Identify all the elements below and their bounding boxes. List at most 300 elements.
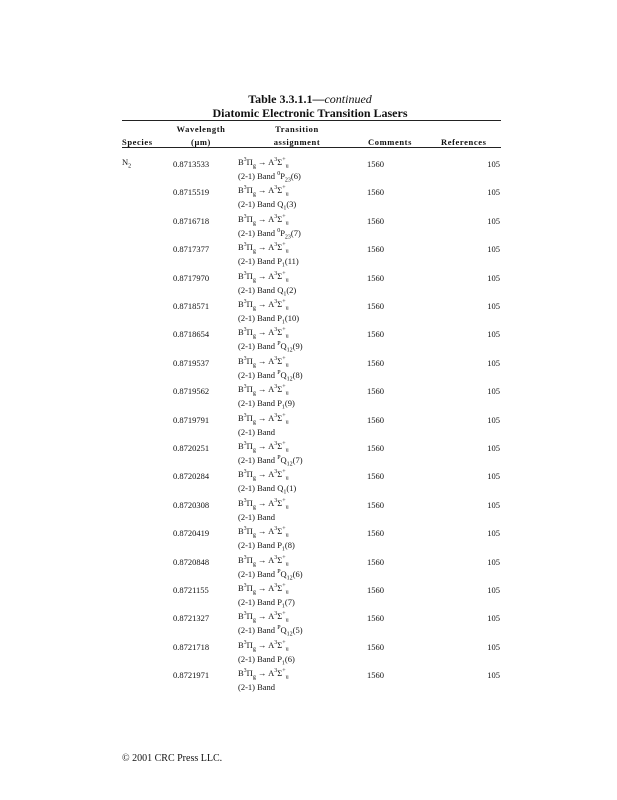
state-a-sign: + [282,554,286,561]
species-symbol: N [122,157,129,167]
wavelength-cell: 0.8717377 [173,244,210,255]
transition-arrow-icon: → [257,611,267,622]
wavelength-cell: 0.8721971 [173,670,210,681]
state-b-multiplicity: 3 [243,384,247,391]
transition-arrow-icon: → [257,554,267,565]
state-a-parity: u [285,163,289,170]
state-b-pi: Π [246,469,253,480]
state-a: A [268,497,275,508]
state-b-multiplicity: 3 [243,526,247,533]
branch-letter: Q [277,284,284,295]
state-b-parity: g [252,390,256,397]
wavelength-cell: 0.8719562 [173,386,210,397]
header-comments: Comments [368,137,412,147]
references-cell: 105 [487,215,500,226]
references-cell: 105 [487,414,500,425]
state-a-multiplicity: 3 [274,270,278,277]
wavelength-cell: 0.8720251 [173,443,210,453]
state-b: B [238,412,244,423]
state-a-sigma: Σ [277,441,283,451]
branch-number: (3) [286,199,297,210]
transition-arrow-icon: → [257,441,267,451]
state-b-pi: Π [246,583,253,593]
branch-subscript: 1 [281,262,285,269]
state-b-multiplicity: 3 [243,299,247,306]
state-a: A [268,213,275,224]
state-a: A [268,242,275,253]
state-a-parity: u [285,618,289,625]
transition-arrow-icon: → [257,327,267,338]
state-b: B [238,270,244,281]
state-b-parity: g [252,476,256,483]
state-a-parity: u [285,334,289,341]
state-a-sign: + [282,242,286,249]
state-a-parity: u [285,674,289,681]
table-row [0,356,617,386]
state-a-sign: + [282,583,286,590]
transition-cell [238,498,289,511]
branch-letter: P [277,398,282,409]
comments-cell: 1560 [367,471,384,482]
band-label: (2-1) Band [238,455,276,465]
state-a-multiplicity: 3 [274,583,278,590]
table-row [0,498,617,528]
state-a-sign: + [282,157,286,164]
branch-subscript: 12 [286,632,293,639]
table-row [0,271,617,301]
comments-cell: 1560 [367,215,384,226]
band-label: (2-1) Band [238,341,276,352]
state-a-multiplicity: 3 [274,299,278,306]
state-a: A [268,185,275,196]
transition-cell [238,611,289,624]
state-b-parity: g [252,561,256,568]
state-b-parity: g [252,646,256,653]
state-b: B [238,185,244,196]
state-a-sign: + [282,327,286,334]
band-cell [238,455,303,468]
state-b-pi: Π [246,270,253,281]
branch-number: (6) [290,171,301,181]
transition-cell [238,583,289,596]
state-a-parity: u [285,277,289,284]
state-b-pi: Π [246,242,253,253]
state-b-pi: Π [246,157,253,167]
branch-subscript: 23 [284,177,291,184]
branch-letter: P [277,540,282,551]
branch-number: (7) [284,597,295,607]
state-a-multiplicity: 3 [274,668,278,675]
table-row [0,413,617,443]
band-label: (2-1) Band [238,398,276,409]
state-b-pi: Π [246,611,253,622]
state-a-sigma: Σ [277,554,283,565]
band-label: (2-1) Band [238,426,276,437]
state-b-parity: g [252,334,256,341]
table-number: Table 3.3.1.1— [248,92,325,106]
state-a-sigma: Σ [277,270,283,281]
band-label: (2-1) Band [238,625,276,636]
wavelength-cell: 0.8713533 [173,159,210,169]
state-b-pi: Π [246,526,253,537]
comments-cell: 1560 [367,329,384,340]
state-a-parity: u [285,305,289,312]
state-a-parity: u [285,589,289,596]
wavelength-cell: 0.8718571 [173,301,210,311]
state-a-sign: + [282,611,286,618]
state-b-parity: g [252,504,256,511]
state-a-multiplicity: 3 [274,242,278,249]
branch-number: (11) [284,256,299,267]
references-cell: 105 [487,443,500,453]
transition-cell [238,327,289,340]
transition-cell [238,441,289,454]
comments-cell: 1560 [367,585,384,595]
band-cell [238,483,296,496]
header-rule [122,147,501,148]
transition-cell [238,469,289,482]
state-b-pi: Π [246,213,253,224]
branch-subscript: 12 [286,348,293,355]
state-a-sigma: Σ [277,611,283,622]
transition-cell [238,384,289,397]
band-cell [238,199,296,212]
branch-letter: P [277,256,282,267]
state-b-parity: g [252,362,256,369]
band-label: (2-1) Band [238,483,276,494]
state-b-multiplicity: 3 [243,270,247,277]
transition-cell [238,413,289,426]
state-b-multiplicity: 3 [243,583,247,590]
state-a-multiplicity: 3 [274,497,278,504]
wavelength-cell: 0.8720848 [173,556,210,567]
state-a-sigma: Σ [277,583,283,593]
band-label: (2-1) Band [238,256,276,267]
band-cell [238,682,275,695]
table-title [0,92,617,107]
branch-subscript: 1 [283,291,287,298]
branch-number: (9) [284,398,295,409]
band-label: (2-1) Band [238,568,276,579]
state-a-sign: + [282,497,286,504]
state-b-parity: g [252,305,256,312]
transition-arrow-icon: → [257,157,267,167]
comments-cell: 1560 [367,443,384,453]
state-b: B [238,497,244,508]
state-b-multiplicity: 3 [243,441,247,448]
state-a-sign: + [282,355,286,362]
band-label: (2-1) Band [238,540,276,551]
band-cell [238,569,303,582]
references-cell: 105 [487,244,500,255]
state-a-sigma: Σ [277,526,283,537]
state-a-sigma: Σ [277,469,283,480]
table-row [0,526,617,556]
table-row [0,157,617,187]
state-a-sign: + [282,526,286,533]
state-b-multiplicity: 3 [243,213,247,220]
band-cell [238,228,301,241]
state-a: A [268,526,275,537]
state-a-sign: + [282,384,286,391]
comments-cell: 1560 [367,244,384,255]
state-a-sign: + [282,441,286,448]
transition-cell [238,299,289,312]
transition-cell [238,555,289,568]
references-cell: 105 [487,499,500,510]
table-row [0,299,617,329]
comments-cell: 1560 [367,357,384,368]
comments-cell: 1560 [367,528,384,539]
band-cell [238,285,296,298]
state-a-parity: u [285,561,289,568]
wavelength-cell: 0.8715519 [173,187,210,198]
references-cell: 105 [487,670,500,681]
wavelength-cell: 0.8717970 [173,272,210,283]
transition-arrow-icon: → [257,639,267,650]
state-a: A [268,441,275,451]
header-wavelength-line1: Wavelength [176,124,226,134]
state-b: B [238,299,244,309]
band-label: (2-1) Band [238,313,276,323]
state-b: B [238,384,244,395]
branch-letter: P [277,313,282,323]
state-a-sigma: Σ [277,157,283,167]
references-cell: 105 [487,641,500,652]
copyright-footer: © 2001 CRC Press LLC. [122,753,223,764]
state-a: A [268,384,275,395]
state-a-multiplicity: 3 [274,213,278,220]
branch-subscript: 12 [286,575,293,582]
branch-letter: P [280,171,285,181]
state-a-multiplicity: 3 [274,611,278,618]
band-label: (2-1) Band [238,284,276,295]
state-a-sigma: Σ [277,299,283,309]
branch-subscript: 1 [281,660,285,667]
branch-subscript: 23 [284,234,291,241]
transition-arrow-icon: → [257,270,267,281]
references-cell: 105 [487,329,500,340]
branch-subscript: 1 [281,546,285,553]
wavelength-cell: 0.8720308 [173,499,210,510]
continued-label: continued [324,92,372,106]
branch-superscript: P [277,455,281,462]
state-b-multiplicity: 3 [243,611,247,618]
state-a-parity: u [285,646,289,653]
wavelength-cell: 0.8719791 [173,414,210,425]
state-b-parity: g [252,419,256,426]
state-a-sigma: Σ [277,412,283,423]
state-b: B [238,639,244,650]
state-b: B [238,611,244,622]
header-species: Species [122,137,153,147]
state-a-sigma: Σ [277,185,283,196]
transition-arrow-icon: → [257,668,267,679]
transition-cell [238,214,289,227]
table-row [0,242,617,272]
band-label: (2-1) Band [238,227,276,238]
comments-cell: 1560 [367,414,384,425]
transition-arrow-icon: → [257,412,267,423]
state-b-parity: g [252,674,256,681]
comments-cell: 1560 [367,641,384,652]
state-a-multiplicity: 3 [274,185,278,192]
state-b-pi: Π [246,441,253,451]
table-row [0,611,617,641]
branch-number: (1) [286,483,297,494]
band-cell [238,398,295,411]
state-a: A [268,157,275,167]
state-b-pi: Π [246,327,253,338]
transition-cell [238,640,289,653]
state-b-multiplicity: 3 [243,327,247,334]
top-rule [122,120,501,121]
state-a-parity: u [285,248,289,255]
branch-number: (10) [284,313,300,323]
state-b-parity: g [252,192,256,199]
band-cell [238,427,275,440]
transition-arrow-icon: → [257,526,267,537]
references-cell: 105 [487,613,500,624]
state-b-pi: Π [246,299,253,309]
band-cell [238,512,275,525]
transition-arrow-icon: → [257,384,267,395]
state-a-multiplicity: 3 [274,441,278,448]
state-b: B [238,242,244,253]
branch-number: (5) [292,625,303,636]
state-a-multiplicity: 3 [274,412,278,419]
state-b-parity: g [252,248,256,255]
branch-superscript: P [277,568,281,575]
wavelength-cell: 0.8718654 [173,329,210,340]
state-a-sigma: Σ [277,497,283,508]
branch-letter: Q [280,568,287,579]
state-a-multiplicity: 3 [274,157,278,164]
band-cell [238,171,301,184]
band-cell [238,313,299,326]
state-b-multiplicity: 3 [243,412,247,419]
references-cell: 105 [487,386,500,397]
state-b-parity: g [252,163,256,170]
state-a: A [268,583,275,593]
branch-superscript: 0 [277,227,281,234]
comments-cell: 1560 [367,386,384,397]
band-cell [238,370,303,383]
state-a-multiplicity: 3 [274,526,278,533]
wavelength-cell: 0.8721327 [173,613,210,624]
state-a-multiplicity: 3 [274,327,278,334]
band-label: (2-1) Band [238,682,276,693]
transition-arrow-icon: → [257,185,267,196]
table-row [0,214,617,244]
state-b: B [238,526,244,537]
references-cell: 105 [487,556,500,567]
transition-arrow-icon: → [257,242,267,253]
state-a-sign: + [282,213,286,220]
band-cell [238,256,299,269]
species-cell [122,157,131,170]
state-b: B [238,668,244,679]
branch-subscript: 1 [281,319,285,326]
state-a-sigma: Σ [277,355,283,366]
branch-subscript: 1 [281,404,285,411]
band-label: (2-1) Band [238,653,276,664]
state-b-pi: Π [246,412,253,423]
wavelength-cell: 0.8721718 [173,641,210,652]
state-b-pi: Π [246,668,253,679]
branch-number: (7) [290,227,301,238]
state-b-multiplicity: 3 [243,668,247,675]
branch-number: (6) [292,568,303,579]
state-b-multiplicity: 3 [243,554,247,561]
transition-cell [238,185,289,198]
state-a: A [268,469,275,480]
wavelength-cell: 0.8720284 [173,471,210,482]
branch-superscript: P [277,341,281,348]
branch-letter: P [277,597,282,607]
band-label: (2-1) Band [238,171,276,181]
state-a-multiplicity: 3 [274,355,278,362]
state-a: A [268,355,275,366]
state-a-sigma: Σ [277,384,283,395]
state-a-sign: + [282,299,286,306]
band-label: (2-1) Band [238,511,276,522]
wavelength-cell: 0.8716718 [173,215,210,226]
comments-cell: 1560 [367,301,384,311]
state-b-parity: g [252,589,256,596]
transition-cell [238,157,289,170]
comments-cell: 1560 [367,272,384,283]
transition-arrow-icon: → [257,469,267,480]
table-row [0,555,617,585]
branch-number: (8) [284,540,295,551]
state-a-sign: + [282,639,286,646]
state-a-sigma: Σ [277,213,283,224]
branch-number: (2) [286,284,297,295]
transition-arrow-icon: → [257,355,267,366]
branch-number: (6) [284,653,295,664]
branch-letter: P [277,653,282,664]
state-b: B [238,213,244,224]
state-a-parity: u [285,362,289,369]
branch-superscript: P [277,369,281,376]
table-row [0,640,617,670]
table-row [0,384,617,414]
branch-number: (8) [292,369,303,380]
state-b-parity: g [252,532,256,539]
branch-subscript: 12 [286,376,293,383]
branch-subscript: 1 [283,490,287,497]
branch-letter: P [280,227,285,238]
state-b-multiplicity: 3 [243,497,247,504]
header-wavelength [168,124,234,147]
transition-cell [238,242,289,255]
state-b-multiplicity: 3 [243,355,247,362]
state-b-multiplicity: 3 [243,639,247,646]
header-wavelength-line2: (μm) [191,137,211,147]
table-row [0,327,617,357]
references-cell: 105 [487,187,500,198]
branch-letter: Q [280,341,287,352]
branch-number: (7) [292,455,303,465]
wavelength-cell: 0.8719537 [173,357,210,368]
state-b-multiplicity: 3 [243,242,247,249]
table-subtitle: Diatomic Electronic Transition Lasers [212,106,408,120]
state-a: A [268,668,275,679]
state-b: B [238,583,244,593]
branch-letter: Q [277,483,284,494]
state-a-parity: u [285,390,289,397]
